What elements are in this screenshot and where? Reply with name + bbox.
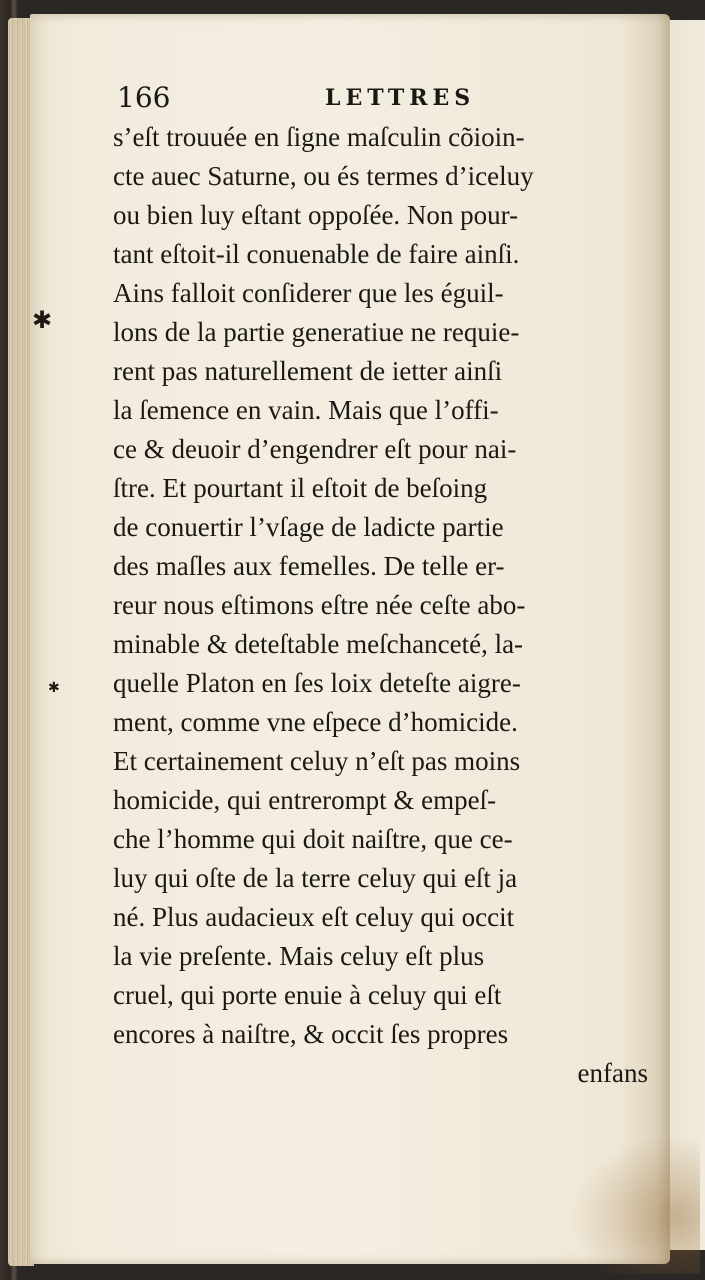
text-line: s’eſt trouuée en ſigne maſculin cõioin-	[113, 122, 525, 152]
text-line: la vie preſente. Mais celuy eſt plus	[113, 941, 485, 971]
text-line: lons de la partie generatiue ne requie-	[113, 317, 520, 347]
page-number: 166	[117, 81, 171, 114]
text-line: ſtre. Et pourtant il eſtoit de beſoing	[113, 473, 488, 503]
text-line: tant eſtoit-il conuenable de faire ainſi.	[113, 239, 520, 269]
text-line: cruel, qui porte enuie à celuy qui eſt	[113, 980, 502, 1010]
text-line: minable & deteſtable meſchanceté, la-	[113, 629, 524, 659]
text-line: ce & deuoir d’engendrer eſt pour nai-	[113, 434, 517, 464]
running-head	[117, 78, 637, 118]
text-line: homicide, qui entrerompt & empeſ-	[113, 785, 497, 815]
text-line: de conuertir l’vſage de ladicte partie	[113, 512, 504, 542]
paper-stain	[570, 1134, 700, 1274]
text-line: quelle Platon en ſes loix deteſte aigre-	[113, 668, 521, 698]
text-line: che l’homme qui doit naiſtre, que ce-	[113, 824, 513, 854]
text-line: reur nous eſtimons eſtre née ceſte abo-	[113, 590, 526, 620]
text-line: encores à naiſtre, & occit ſes propres	[113, 1019, 509, 1049]
text-line: ment, comme vne eſpece d’homicide.	[113, 707, 518, 737]
text-line: né. Plus audacieux eſt celuy qui occit	[113, 902, 515, 932]
text-line: Et certainement celuy n’eſt pas moins	[113, 746, 521, 776]
running-head-title: LETTRES	[325, 85, 476, 111]
margin-ornament-mark: ✱	[32, 306, 53, 334]
margin-dot-mark: ✱	[48, 680, 60, 696]
text-line: des maſles aux femelles. De telle er-	[113, 551, 505, 581]
text-line: cte auec Saturne, ou és termes d’iceluy	[113, 161, 534, 191]
text-line: Ains falloit conſiderer que les éguil-	[113, 278, 504, 308]
facing-page-edge	[664, 20, 705, 1250]
text-line: la ſemence en vain. Mais que l’offi-	[113, 395, 499, 425]
text-line: rent pas naturellement de ietter ainſi	[113, 356, 503, 386]
body-text	[113, 118, 648, 1093]
text-line: luy qui oſte de la terre celuy qui eſt ja	[113, 863, 518, 893]
text-line: ou bien luy eſtant oppoſée. Non pour-	[113, 200, 519, 230]
catchword: enfans	[577, 1058, 648, 1088]
